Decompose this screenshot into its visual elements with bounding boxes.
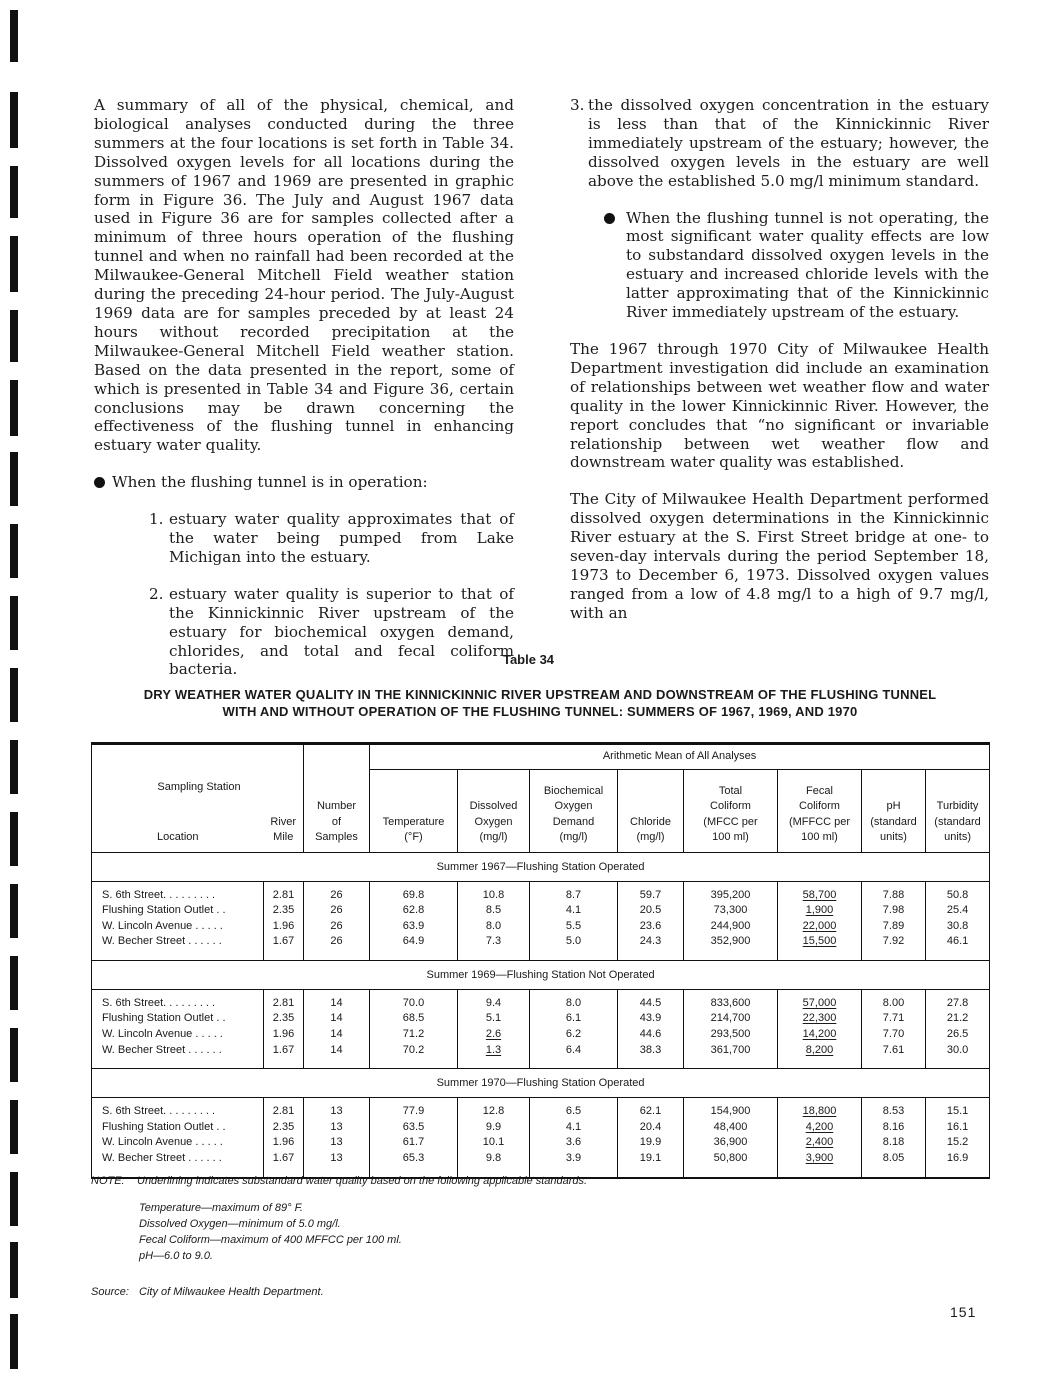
header-line: (MFCC per <box>703 815 758 828</box>
section-header-row <box>92 1069 990 1098</box>
chloride-cell: 38.3 <box>618 1043 684 1059</box>
page-number: 151 <box>950 1304 977 1320</box>
edge-mark <box>10 524 18 578</box>
arithmetic-mean-header: Arithmetic Mean of All Analyses <box>370 744 990 770</box>
substandard-value: 18,800 <box>802 1105 837 1118</box>
table-row <box>92 1011 990 1027</box>
chloride-cell: 62.1 <box>618 1104 684 1120</box>
do-cell: 8.5 <box>458 903 530 919</box>
substandard-value: 2.6 <box>485 1028 502 1041</box>
header-line: 100 ml) <box>712 831 749 843</box>
mile-cell: 2.81 <box>264 1104 304 1120</box>
temp-cell: 61.7 <box>370 1135 458 1151</box>
chloride-cell: 23.6 <box>618 919 684 935</box>
substandard-value: 15,500 <box>802 935 837 948</box>
samples-cell: 13 <box>304 1104 370 1120</box>
location-cell: W. Becher Street . . . . . . <box>102 935 222 948</box>
numbered-item-1 <box>94 510 514 567</box>
substandard-value: 14,200 <box>802 1028 837 1041</box>
bod-cell: 4.1 <box>530 903 618 919</box>
table-row <box>92 1120 990 1136</box>
section-header-row <box>92 852 990 881</box>
header-line: pH <box>886 800 901 812</box>
ph-cell: 8.16 <box>862 1120 926 1136</box>
chloride-cell: 24.3 <box>618 934 684 950</box>
temp-cell: 68.5 <box>370 1011 458 1027</box>
location-cell: S. 6th Street. . . . . . . . . <box>102 1105 216 1118</box>
fecal-coliform-cell <box>778 888 862 904</box>
total-coliform-cell: 48,400 <box>684 1120 778 1136</box>
note-text: Underlining indicates substandard water quality based on the following applicable standards: <box>137 1175 588 1187</box>
edge-mark <box>10 452 18 506</box>
chloride-cell: 44.5 <box>618 996 684 1012</box>
table-row <box>92 888 990 904</box>
table-row <box>92 996 990 1012</box>
header-line: Oxygen <box>474 815 513 828</box>
bod-cell: 4.1 <box>530 1120 618 1136</box>
mile-cell: 2.35 <box>264 1011 304 1027</box>
section-title: Summer 1967—Flushing Station Operated <box>92 852 990 881</box>
temp-cell: 64.9 <box>370 934 458 950</box>
temp-cell: 63.5 <box>370 1120 458 1136</box>
mile-cell: 1.67 <box>264 1043 304 1059</box>
wet-weather-paragraph: The 1967 through 1970 City of Milwaukee Health Department investigation did include an examination of relationships between wet weather flow and water quality in the lower Kinnickinnic River. However, the report concludes that “no significant or invariable relationship between wet weather flow and downstream water quality was established. <box>570 339 989 472</box>
table-row <box>92 1104 990 1120</box>
mile-cell: 1.96 <box>264 1027 304 1043</box>
location-cell: W. Lincoln Avenue . . . . . <box>102 1136 223 1149</box>
edge-mark <box>10 310 18 362</box>
bod-cell: 5.0 <box>530 934 618 950</box>
mile-cell: 2.81 <box>264 996 304 1012</box>
standard-dissolved-oxygen: Dissolved Oxygen—minimum of 5.0 mg/l. <box>139 1218 341 1230</box>
table-row <box>92 903 990 919</box>
header-line: Fecal <box>806 784 833 797</box>
fecal-coliform-cell <box>778 1120 862 1136</box>
table-notes <box>91 1173 991 1300</box>
fecal-coliform-cell <box>778 934 862 950</box>
ph-cell: 8.00 <box>862 996 926 1012</box>
spacer-row <box>92 1058 990 1069</box>
header-line: Number <box>316 800 357 812</box>
item-text: the dissolved oxygen concentration in the estuary is less than that of the Kinnickinnic River immediately upstream of the estuary; however, the dissolved oxygen levels in the estuary are well above the established 5.0 mg/l minimum standard. <box>588 96 989 190</box>
do-cell: 9.9 <box>458 1120 530 1136</box>
bullet-not-operating <box>570 209 989 322</box>
ph-cell: 7.98 <box>862 903 926 919</box>
samples-cell: 13 <box>304 1151 370 1167</box>
total-coliform-cell: 352,900 <box>684 934 778 950</box>
samples-header <box>304 770 370 853</box>
fecal-coliform-cell <box>778 1151 862 1167</box>
turbidity-cell: 15.1 <box>926 1104 990 1120</box>
edge-mark <box>10 884 18 938</box>
temp-cell: 63.9 <box>370 919 458 935</box>
location-cell: W. Lincoln Avenue . . . . . <box>102 919 223 932</box>
temp-cell: 62.8 <box>370 903 458 919</box>
header-line: (°F) <box>404 831 423 843</box>
total-coliform-cell: 293,500 <box>684 1027 778 1043</box>
samples-cell: 14 <box>304 996 370 1012</box>
location-cell: W. Becher Street . . . . . . <box>102 1043 222 1056</box>
do-cell: 7.3 <box>458 934 530 950</box>
header-line: (standard <box>934 815 981 828</box>
bod-cell: 3.6 <box>530 1135 618 1151</box>
table-title <box>60 686 1020 720</box>
total-coliform-cell: 73,300 <box>684 903 778 919</box>
header-line: Dissolved <box>469 800 518 812</box>
header-line: Chloride <box>630 815 671 828</box>
samples-cell: 26 <box>304 903 370 919</box>
ph-cell: 8.18 <box>862 1135 926 1151</box>
fecal-coliform-cell <box>778 903 862 919</box>
do-cell: 9.8 <box>458 1151 530 1167</box>
header-line: (mg/l) <box>636 831 665 843</box>
fecal-coliform-cell <box>778 919 862 935</box>
header-line: Coliform <box>710 800 751 812</box>
edge-mark <box>10 1314 18 1369</box>
turbidity-cell: 16.9 <box>926 1151 990 1167</box>
turbidity-cell: 46.1 <box>926 934 990 950</box>
edge-mark <box>10 668 18 722</box>
total-coliform-header <box>684 770 778 853</box>
samples-cell: 13 <box>304 1135 370 1151</box>
spacer-row <box>92 950 990 961</box>
table-row <box>92 1135 990 1151</box>
ph-cell: 7.70 <box>862 1027 926 1043</box>
edge-mark <box>10 1028 18 1082</box>
bullet-dot-icon <box>604 213 615 224</box>
edge-mark <box>10 596 18 650</box>
fecal-coliform-cell <box>778 1027 862 1043</box>
edge-mark <box>10 956 18 1010</box>
substandard-value: 2,400 <box>805 1136 834 1149</box>
bod-cell: 6.2 <box>530 1027 618 1043</box>
substandard-value: 4,200 <box>805 1120 834 1133</box>
location-cell: Flushing Station Outlet . . <box>102 904 226 917</box>
fecal-coliform-cell <box>778 1104 862 1120</box>
edge-mark <box>10 10 18 62</box>
do-cell: 12.8 <box>458 1104 530 1120</box>
chloride-cell: 19.1 <box>618 1151 684 1167</box>
edge-mark <box>10 1242 18 1298</box>
bod-cell: 6.4 <box>530 1043 618 1059</box>
location-cell: W. Becher Street . . . . . . <box>102 1152 222 1165</box>
turbidity-cell: 16.1 <box>926 1120 990 1136</box>
header-line: (mg/l) <box>479 831 508 843</box>
location-cell: W. Lincoln Avenue . . . . . <box>102 1028 223 1041</box>
mile-cell: 1.96 <box>264 919 304 935</box>
bullet-text: When the flushing tunnel is not operating, the most significant water quality effects are low to substandard dissolved oxygen levels in the estuary and increased chloride levels with the latter approximating that of the Kinnickinnic River immediately upstream of the estuary. <box>626 208 989 322</box>
bod-cell: 8.0 <box>530 996 618 1012</box>
do-cell: 9.4 <box>458 996 530 1012</box>
total-coliform-cell: 833,600 <box>684 996 778 1012</box>
ph-cell: 7.88 <box>862 888 926 904</box>
item-number: 1. <box>149 510 164 529</box>
table-row <box>92 934 990 950</box>
samples-cell: 26 <box>304 934 370 950</box>
do-cell: 10.1 <box>458 1135 530 1151</box>
header-line: Demand <box>552 815 595 828</box>
samples-cell: 14 <box>304 1011 370 1027</box>
section-header-row <box>92 960 990 989</box>
substandard-value: 3,900 <box>805 1152 834 1165</box>
fecal-coliform-cell <box>778 1043 862 1059</box>
location-cell: S. 6th Street. . . . . . . . . <box>102 888 216 901</box>
turbidity-cell: 21.2 <box>926 1011 990 1027</box>
bod-cell: 5.5 <box>530 919 618 935</box>
table-title-line: WITH AND WITHOUT OPERATION OF THE FLUSHING TUNNEL: SUMMERS OF 1967, 1969, AND 1970 <box>222 704 858 719</box>
edge-mark <box>10 1100 18 1154</box>
chloride-cell: 20.4 <box>618 1120 684 1136</box>
turbidity-cell: 25.4 <box>926 903 990 919</box>
total-coliform-cell: 214,700 <box>684 1011 778 1027</box>
mile-cell: 1.67 <box>264 934 304 950</box>
turbidity-cell: 30.8 <box>926 919 990 935</box>
bullet-dot-icon <box>94 477 105 488</box>
samples-cell: 26 <box>304 888 370 904</box>
fecal-coliform-cell <box>778 996 862 1012</box>
header-line: Samples <box>315 831 358 843</box>
edge-mark <box>10 1172 18 1226</box>
mile-cell: 2.35 <box>264 1120 304 1136</box>
edge-mark <box>10 740 18 794</box>
samples-cell: 13 <box>304 1120 370 1136</box>
temp-cell: 77.9 <box>370 1104 458 1120</box>
substandard-value: 22,000 <box>802 919 837 932</box>
ph-header <box>862 770 926 853</box>
chloride-cell: 20.5 <box>618 903 684 919</box>
ph-cell: 7.71 <box>862 1011 926 1027</box>
do-cell <box>458 1027 530 1043</box>
header-line: Biochemical <box>543 784 604 797</box>
section-title: Summer 1969—Flushing Station Not Operated <box>92 960 990 989</box>
ph-cell: 8.53 <box>862 1104 926 1120</box>
table-row <box>92 1043 990 1059</box>
header-line: (MFFCC per <box>788 815 851 828</box>
substandard-value: 57,000 <box>802 996 837 1009</box>
turbidity-cell: 26.5 <box>926 1027 990 1043</box>
total-coliform-cell: 244,900 <box>684 919 778 935</box>
standard-ph: pH—6.0 to 9.0. <box>139 1250 213 1262</box>
edge-mark <box>10 166 18 218</box>
dissolved-oxygen-header <box>458 770 530 853</box>
mile-cell: 2.81 <box>264 888 304 904</box>
total-coliform-cell: 395,200 <box>684 888 778 904</box>
item-text: estuary water quality approximates that of the water being pumped from Lake Michigan into the estuary. <box>169 510 514 566</box>
total-coliform-cell: 361,700 <box>684 1043 778 1059</box>
sampling-station-header: Sampling Station <box>157 780 241 793</box>
table-title-line: DRY WEATHER WATER QUALITY IN THE KINNICKINNIC RIVER UPSTREAM AND DOWNSTREAM OF THE FLUSHING TUNNEL <box>143 687 937 702</box>
turbidity-cell: 27.8 <box>926 996 990 1012</box>
table-row <box>92 1151 990 1167</box>
substandard-value: 22,300 <box>802 1012 837 1025</box>
ph-cell: 7.89 <box>862 919 926 935</box>
chloride-cell: 59.7 <box>618 888 684 904</box>
right-text-column <box>570 96 989 620</box>
bullet-in-operation <box>94 473 514 492</box>
header-line: (mg/l) <box>559 831 588 843</box>
header-line: 100 ml) <box>801 831 838 843</box>
dissolved-oxygen-paragraph: The City of Milwaukee Health Department performed dissolved oxygen determinations in the Kinnickinnic River estuary at the S. First Street bridge at one- to seven-day intervals during the period September 18, 1973 to December 6, 1973. Dissolved oxygen values ranged from a low of 4.8 mg/l to a high of 9.7 mg/l, with an <box>570 490 989 622</box>
chloride-cell: 19.9 <box>618 1135 684 1151</box>
header-line: (standard <box>870 815 917 828</box>
fecal-coliform-cell <box>778 1011 862 1027</box>
header-line: units) <box>880 831 907 843</box>
mile-cell: 1.96 <box>264 1135 304 1151</box>
substandard-value: 58,700 <box>802 888 837 901</box>
source-text: City of Milwaukee Health Department. <box>139 1286 324 1298</box>
header-line: River <box>270 815 297 828</box>
do-cell: 5.1 <box>458 1011 530 1027</box>
location-cell: S. 6th Street. . . . . . . . . <box>102 996 216 1009</box>
turbidity-cell: 15.2 <box>926 1135 990 1151</box>
source-line <box>91 1284 991 1300</box>
item-number: 2. <box>149 584 164 603</box>
samples-cell: 14 <box>304 1043 370 1059</box>
standard-fecal-coliform: Fecal Coliform—maximum of 400 MFFCC per 100 ml. <box>139 1234 402 1246</box>
substandard-value: 8,200 <box>805 1043 834 1056</box>
table-row <box>92 1027 990 1043</box>
fecal-coliform-header <box>778 770 862 853</box>
table-label: Table 34 <box>502 652 555 667</box>
temp-cell: 70.0 <box>370 996 458 1012</box>
edge-mark <box>10 812 18 866</box>
item-text: estuary water quality is superior to that of the Kinnickinnic River upstream of the estuary for biochemical oxygen demand, chlorides, and total and fecal coliform bacteria. <box>169 584 514 679</box>
ph-cell: 7.92 <box>862 934 926 950</box>
fecal-coliform-cell <box>778 1135 862 1151</box>
do-cell: 8.0 <box>458 919 530 935</box>
do-cell: 10.8 <box>458 888 530 904</box>
location-header-label: Location <box>156 831 199 843</box>
total-coliform-cell: 154,900 <box>684 1104 778 1120</box>
table-body <box>92 852 990 1178</box>
chloride-header <box>618 770 684 853</box>
temperature-header <box>370 770 458 853</box>
table-row <box>92 919 990 935</box>
turbidity-cell: 30.0 <box>926 1043 990 1059</box>
ph-cell: 7.61 <box>862 1043 926 1059</box>
bod-cell: 8.7 <box>530 888 618 904</box>
source-label: Source: <box>91 1286 129 1298</box>
chloride-cell: 44.6 <box>618 1027 684 1043</box>
temp-cell: 69.8 <box>370 888 458 904</box>
item-number: 3. <box>570 96 585 114</box>
bod-cell: 3.9 <box>530 1151 618 1167</box>
header-line: Mile <box>273 831 294 843</box>
turbidity-header <box>926 770 990 853</box>
substandard-value: 1,900 <box>805 904 834 917</box>
temp-cell: 65.3 <box>370 1151 458 1167</box>
mile-cell: 2.35 <box>264 903 304 919</box>
header-line: Oxygen <box>554 800 593 812</box>
edge-mark <box>10 380 18 436</box>
edge-mark <box>10 236 18 292</box>
total-coliform-cell: 36,900 <box>684 1135 778 1151</box>
bod-cell: 6.1 <box>530 1011 618 1027</box>
ph-cell: 8.05 <box>862 1151 926 1167</box>
do-cell <box>458 1043 530 1059</box>
location-cell: Flushing Station Outlet . . <box>102 1120 226 1133</box>
left-text-column <box>94 96 514 679</box>
intro-paragraph: A summary of all of the physical, chemical, and biological analyses conducted during the three summers at the four locations is set forth in Table 34. Dissolved oxygen levels for all locations during the summers of 1967 and 1969 are presented in graphic form in Figure 36. The July and August 1967 data used in Figure 36 are for samples collected after a minimum of three hours operation of the flushing tunnel and when no rainfall had been recorded at the Milwaukee-General Mitchell Field weather station during the preceding 24-hour period. The July-August 1969 data are for samples preceded by at least 24 hours without recorded precipitation at the Milwaukee-General Mitchell Field weather station. Based on the data presented in the report, some of which is presented in Table 34 and Figure 36, certain conclusions may be drawn concerning the effectiveness of the flushing tunnel in enhancing estuary water quality. <box>94 96 514 455</box>
edge-mark <box>10 92 18 148</box>
location-header <box>92 770 264 853</box>
header-line: of <box>331 815 342 828</box>
note-label: NOTE: <box>91 1175 125 1187</box>
header-line: Coliform <box>799 800 840 812</box>
bod-cell: 6.5 <box>530 1104 618 1120</box>
header-line: Turbidity <box>936 800 979 812</box>
turbidity-cell: 50.8 <box>926 888 990 904</box>
water-quality-table <box>91 742 990 1179</box>
header-line: units) <box>944 831 971 843</box>
location-cell: Flushing Station Outlet . . <box>102 1012 226 1025</box>
samples-cell: 14 <box>304 1027 370 1043</box>
bullet-text: When the flushing tunnel is in operation: <box>112 473 428 492</box>
substandard-value: 1.3 <box>485 1043 502 1056</box>
temp-cell: 70.2 <box>370 1043 458 1059</box>
section-title: Summer 1970—Flushing Station Operated <box>92 1069 990 1098</box>
total-coliform-cell: 50,800 <box>684 1151 778 1167</box>
temp-cell: 71.2 <box>370 1027 458 1043</box>
mile-cell: 1.67 <box>264 1151 304 1167</box>
samples-cell: 26 <box>304 919 370 935</box>
header-line: Temperature <box>382 815 445 828</box>
header-line: Total <box>718 784 743 797</box>
chloride-cell: 43.9 <box>618 1011 684 1027</box>
bod-header <box>530 770 618 853</box>
note-line <box>91 1173 991 1189</box>
standard-temperature: Temperature—maximum of 89° F. <box>139 1202 303 1214</box>
numbered-item-3 <box>570 96 989 191</box>
